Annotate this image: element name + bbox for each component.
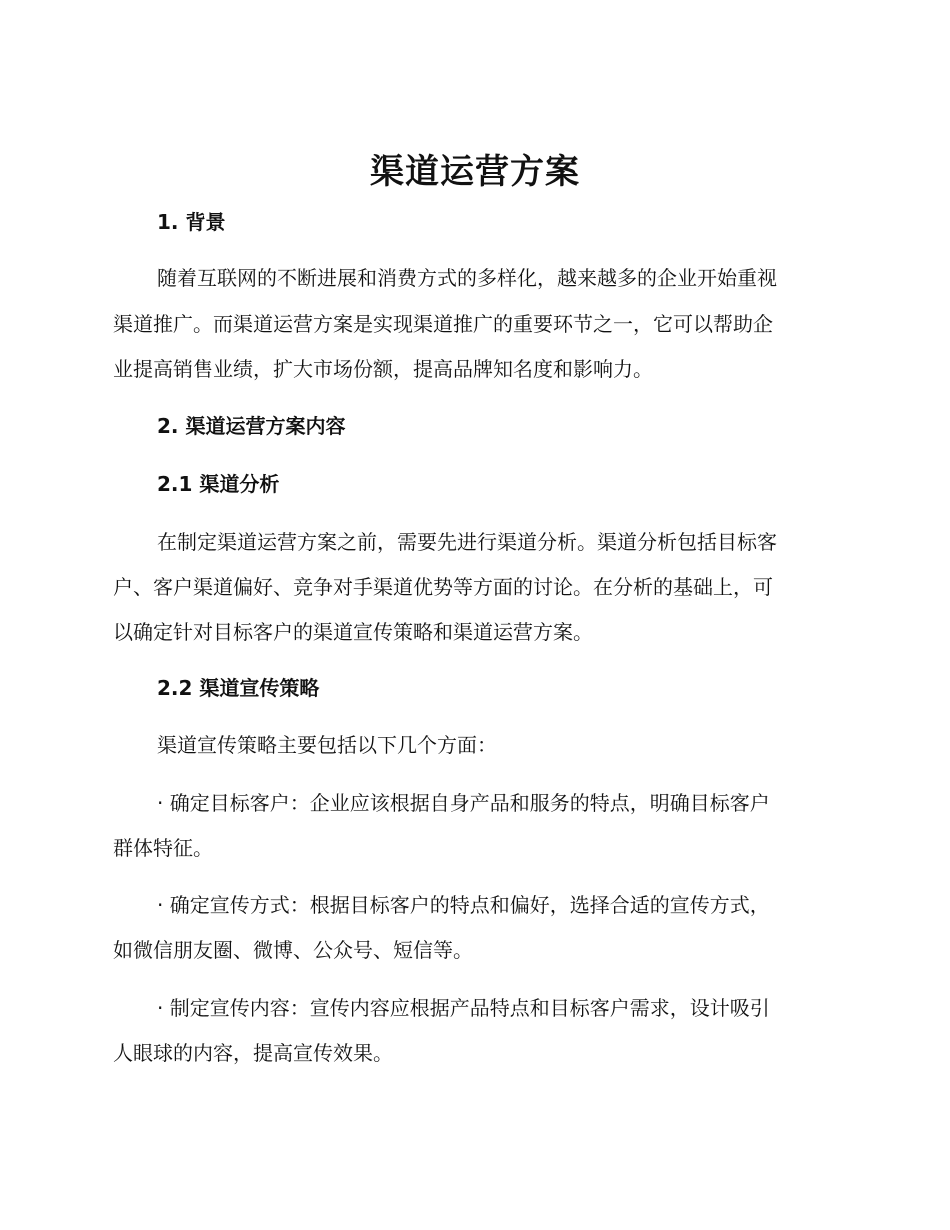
bullet-3-line-2: 人眼球的内容，提高宣传效果。 [113, 1041, 393, 1065]
bullet-1-line-2: 群体特征。 [113, 836, 213, 860]
section-1-line-3: 业提高销售业绩，扩大市场份额，提高品牌知名度和影响力。 [113, 357, 653, 381]
section-2-2-heading: 2.2 渠道宣传策略 [157, 676, 320, 700]
section-2-1-line-1: 在制定渠道运营方案之前，需要先进行渠道分析。渠道分析包括目标客 [157, 530, 777, 554]
section-1-line-2: 渠道推广。而渠道运营方案是实现渠道推广的重要环节之一，它可以帮助企 [113, 312, 773, 336]
section-2-heading: 2. 渠道运营方案内容 [157, 414, 346, 438]
section-1-line-1: 随着互联网的不断进展和消费方式的多样化，越来越多的企业开始重视 [157, 266, 777, 290]
page-title: 渠道运营方案 [370, 152, 580, 192]
section-1-heading: 1. 背景 [157, 210, 226, 234]
bullet-2-line-2: 如微信朋友圈、微博、公众号、短信等。 [113, 938, 473, 962]
bullet-2-line-1: · 确定宣传方式：根据目标客户的特点和偏好，选择合适的宣传方式， [157, 893, 770, 917]
bullet-3-line-1: · 制定宣传内容：宣传内容应根据产品特点和目标客户需求，设计吸引 [157, 996, 770, 1020]
section-2-1-heading: 2.1 渠道分析 [157, 472, 280, 496]
section-2-1-line-2: 户、客户渠道偏好、竞争对手渠道优势等方面的讨论。在分析的基础上，可 [113, 575, 773, 599]
section-2-2-intro: 渠道宣传策略主要包括以下几个方面： [157, 733, 497, 757]
bullet-1-line-1: · 确定目标客户：企业应该根据自身产品和服务的特点，明确目标客户 [157, 791, 770, 815]
section-2-1-line-3: 以确定针对目标客户的渠道宣传策略和渠道运营方案。 [113, 620, 593, 644]
